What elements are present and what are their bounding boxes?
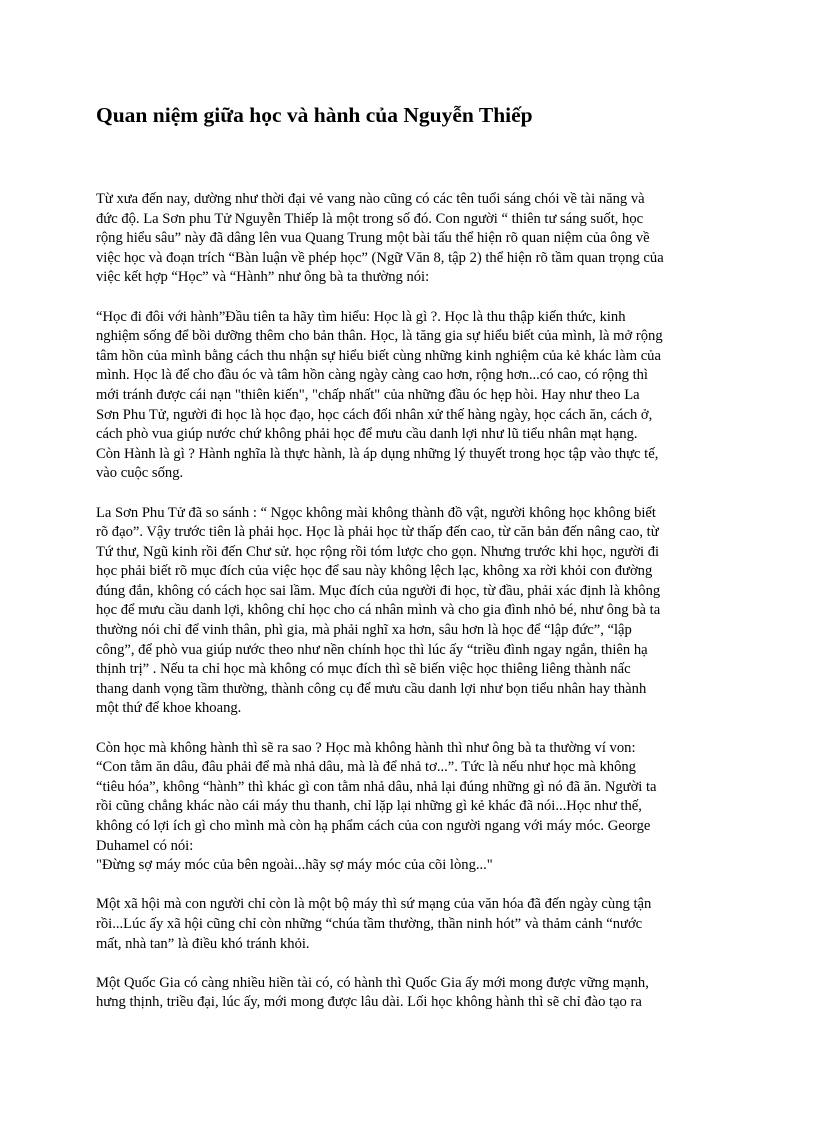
text-line: La Sơn Phu Tử đã so sánh : “ Ngọc không mài không thành đồ vật, người không học không biết	[96, 504, 656, 521]
text-line: công”, để phò vua giúp nước theo như nền chính học thì lúc ấy “triều đình ngay ngắn, thiên hạ	[96, 641, 648, 658]
text-line: tâm hồn của mình bằng cách thu nhận sự hiểu biết cùng những kinh nghiệm của kẻ khác làm của	[96, 347, 661, 364]
paragraph-spacer	[96, 876, 720, 896]
text-line: đúng đắn, không có cách học sai lầm. Mục đích của người đi học, từ đầu, phải xác định là không	[96, 582, 661, 599]
text-line: một thứ để khoe khoang.	[96, 700, 242, 717]
text-line: học phải biết rõ mục đích của việc học để sau này không lệch lạc, không xa rời khỏi con đường	[96, 563, 653, 580]
text-line: mình. Học là để cho đầu óc và tâm hồn càng ngày càng cao hơn, rộng hơn...có cao, có rộng thì	[96, 367, 648, 384]
text-line: "Đừng sợ máy móc của bên ngoài...hãy sợ máy móc của cõi lòng..."	[96, 857, 493, 874]
text-line: thường nói chỉ để vinh thân, phì gia, mà phải nghĩ xa hơn, sâu hơn là học để “lập đức”, “lập	[96, 622, 632, 639]
document-body	[96, 190, 720, 1013]
text-line: vào cuộc sống.	[96, 465, 184, 482]
paragraph	[96, 504, 720, 720]
text-line: Từ xưa đến nay, dường như thời đại vẻ vang nào cũng có các tên tuổi sáng chói về tài năng và	[96, 191, 645, 207]
paragraph	[96, 895, 720, 954]
text-line: Một Quốc Gia có càng nhiều hiền tài có, có hành thì Quốc Gia ấy mới mong được vững mạnh,	[96, 974, 649, 991]
paragraph-spacer	[96, 288, 720, 308]
text-line: “Con tằm ăn dâu, đâu phải để mà nhả dâu, mà là để nhả tơ...”. Tức là nếu như học mà không	[96, 759, 636, 776]
text-line: không có lợi ích gì cho mình mà còn hạ phẩm cách của con người ngang với máy móc. George	[96, 818, 651, 834]
text-line: “tiêu hóa”, không “hành” thì khác gì con tằm nhả dâu, nhả lại đúng những gì nó đã ăn. Người ta	[96, 778, 657, 795]
paragraph	[96, 190, 720, 288]
text-line: rõ đạo”. Vậy trước tiên là phải học. Học là phải học từ thấp đến cao, từ căn bản đến nâng cao, từ	[96, 524, 659, 541]
text-line: rộng hiểu sâu” này đã dâng lên vua Quang Trung một bài tấu thể hiện rõ quan niệm của ông về	[96, 230, 650, 247]
paragraph-spacer	[96, 954, 720, 974]
text-line: Còn Hành là gì ? Hành nghĩa là thực hành, là áp dụng những lý thuyết trong học tập vào thực tế,	[96, 445, 659, 462]
text-line: việc học và đoạn trích “Bàn luận về phép học” (Ngữ Văn 8, tập 2) thể hiện rõ tầm quan trọng của	[96, 249, 664, 266]
text-line: Còn học mà không hành thì sẽ ra sao ? Học mà không hành thì như ông bà ta thường ví von:	[96, 739, 636, 756]
text-line: việc kết hợp “Học” và “Hành” như ông bà ta thường nói:	[96, 269, 430, 286]
text-line: Tứ thư, Ngũ kinh rồi đến Chư sử. học rộng rồi tóm lược cho gọn. Nhưng trước khi học, người đi	[96, 543, 660, 560]
text-line: cách phò vua giúp nước chứ không phải học để mưu cầu danh lợi như lũ tiểu nhân mạt hạng.	[96, 426, 638, 443]
text-line: Duhamel có nói:	[96, 837, 194, 854]
text-line: hưng thịnh, triều đại, lúc ấy, mới mong được lâu dài. Lối học không hành thì sẽ chỉ đào tạo ra	[96, 994, 642, 1011]
text-line: thịnh trị” . Nếu ta chỉ học mà không có mục đích thì sẽ biến việc học thiêng liêng thành nấc	[96, 661, 631, 678]
paragraph-spacer	[96, 484, 720, 504]
text-line: học để mưu cầu danh lợi, không chỉ học cho cá nhân mình và cho gia đình nhỏ bé, như ông bà ta	[96, 602, 661, 619]
text-line: rồi...Lúc ấy xã hội cũng chỉ còn những “chúa tầm thường, thần ninh hót” và thảm cảnh “nước	[96, 915, 643, 932]
text-line: Sơn Phu Tử, người đi học là học đạo, học cách đối nhân xử thế hàng ngày, học cách ăn, cách ở,	[96, 406, 653, 423]
text-line: mới tránh được cái nạn "thiên kiến", "chấp nhất" của những đầu óc hẹp hòi. Hay như theo La	[96, 386, 640, 403]
text-line: rồi cũng chẳng khác nào cái máy thu thanh, chỉ lặp lại những gì kẻ khác đã nói...Học như thế,	[96, 798, 642, 815]
text-line: mất, nhà tan” là điều khó tránh khỏi.	[96, 935, 310, 952]
text-line: “Học đi đôi với hành”Đầu tiên ta hãy tìm hiểu: Học là gì ?. Học là thu thập kiến thức, kinh	[96, 308, 626, 325]
document-title: Quan niệm giữa học và hành của Nguyễn Thiếp	[96, 103, 533, 127]
paragraph	[96, 739, 720, 876]
paragraph-spacer	[96, 719, 720, 739]
text-line: thang danh vọng tầm thường, thành công cụ để mưu cầu danh lợi như bọn tiểu nhân hay thành	[96, 680, 647, 697]
paragraph	[96, 974, 720, 1013]
paragraph	[96, 308, 720, 484]
text-line: đức độ. La Sơn phu Tử Nguyễn Thiếp là một trong số đó. Con người “ thiên tư sáng suốt, học	[96, 210, 644, 227]
text-line: nghiệm sống để bồi dưỡng thêm cho bản thân. Học, là tăng gia sự hiểu biết của mình, là mở rộng	[96, 328, 663, 345]
text-line: Một xã hội mà con người chỉ còn là một bộ máy thì sứ mạng của văn hóa đã đến ngày cùng tận	[96, 896, 652, 913]
